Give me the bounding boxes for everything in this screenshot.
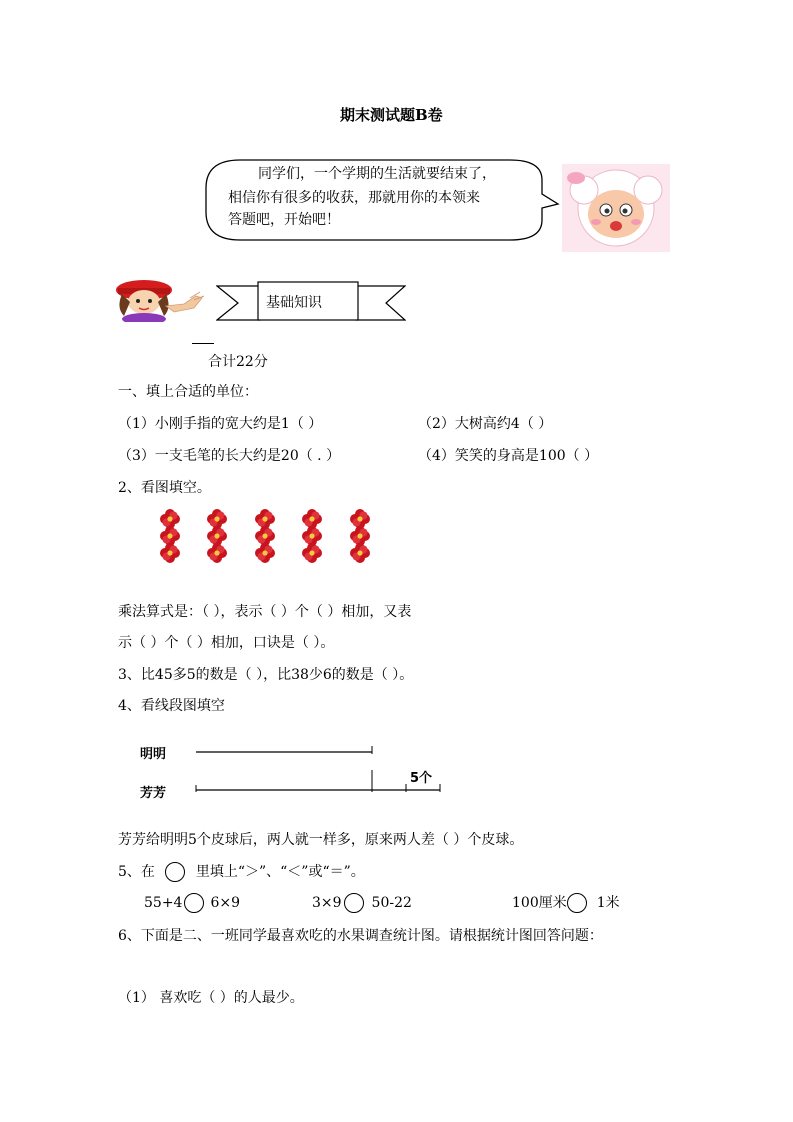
compare-1-circle[interactable] <box>184 893 204 913</box>
segment-label-a: 明明 <box>140 747 167 762</box>
compare-2 <box>312 893 412 913</box>
compare-2-right: 50-22 <box>371 895 412 911</box>
answer-circle-example <box>165 862 185 882</box>
subtotal-rule <box>192 343 214 344</box>
compare-3-right: 1米 <box>596 895 620 911</box>
q1-heading: 一、填上合适的单位： <box>118 384 258 400</box>
compare-1-right: 6×9 <box>210 895 240 911</box>
segment-diff-label: 5个 <box>410 771 433 786</box>
compare-2-left: 3×9 <box>312 895 342 911</box>
flower-column-4 <box>302 509 322 563</box>
flower-column-5 <box>350 509 370 563</box>
compare-1-left: 55+4 <box>144 895 183 911</box>
q5-prefix: 5、在 <box>118 864 155 880</box>
q4-heading: 4、看线段图填空 <box>118 698 225 714</box>
q4-question: 芳芳给明明5个皮球后，两人就一样多，原来两人差（ ）个皮球。 <box>118 832 524 848</box>
q6-sub-1: （1） 喜欢吃（ ）的人最少。 <box>118 990 304 1006</box>
q5-suffix: 里填上“＞”、“＜”或“＝”。 <box>195 864 365 880</box>
speech-line-3: 答题吧，开始吧！ <box>228 212 340 228</box>
q5-instruction <box>118 862 365 882</box>
flower-column-1 <box>160 509 180 563</box>
q1-item-3: （3）一支毛笔的长大约是20（ . ） <box>118 448 341 464</box>
compare-3 <box>512 893 620 913</box>
flower-column-3 <box>255 509 275 563</box>
subtotal-text: 合计22分 <box>208 354 268 370</box>
speech-line-1: 同学们，一个学期的生活就要结束了， <box>258 166 496 182</box>
compare-3-circle[interactable] <box>567 893 587 913</box>
q6-heading: 6、下面是二、一班同学最喜欢吃的水果调查统计图。请根据统计图回答问题： <box>118 928 603 944</box>
q1-item-1: （1）小刚手指的宽大约是1（ ） <box>118 416 323 432</box>
compare-3-left: 100厘米 <box>512 895 567 911</box>
section-label: 基础知识 <box>266 295 322 311</box>
flower-grid <box>150 506 390 566</box>
girl-illustration <box>104 278 220 322</box>
q2-line-1: 乘法算式是：（ ），表示（ ）个（ ）相加，又表 <box>118 604 412 620</box>
q2-heading: 2、看图填空。 <box>118 480 211 496</box>
flower-column-2 <box>207 509 227 563</box>
speech-line-2: 相信你有很多的收获，那就用你的本领来 <box>228 190 480 206</box>
page-title: 期末测试题B卷 <box>340 106 443 124</box>
q2-line-2: 示（ ）个（ ）相加，口诀是（ ）。 <box>118 635 335 651</box>
segment-label-b: 芳芳 <box>140 786 167 801</box>
q3-text: 3、比45多5的数是（ ），比38少6的数是（ ）。 <box>118 667 414 683</box>
q1-item-4: （4）笑笑的身高是100（ ） <box>418 448 599 464</box>
q1-item-2: （2）大树高约4（ ） <box>418 416 553 432</box>
sheep-illustration <box>562 164 670 252</box>
compare-1 <box>144 893 240 913</box>
compare-2-circle[interactable] <box>344 893 364 913</box>
